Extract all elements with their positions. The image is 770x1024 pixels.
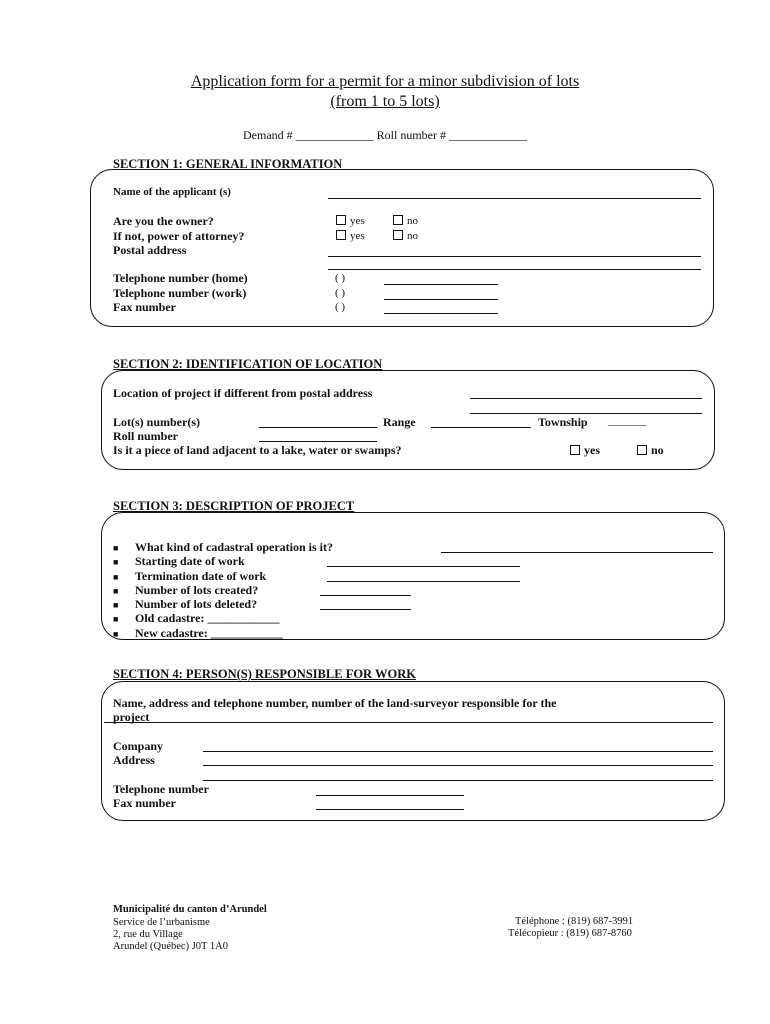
surveyor-intro-line2: project <box>113 710 150 724</box>
lake-label: Is it a piece of land adjacent to a lake, water or swamps? <box>113 443 402 457</box>
postal-field-2[interactable] <box>328 269 701 270</box>
footer-city: Arundel (Québec) J0T 1A0 <box>113 941 228 952</box>
start-date-field[interactable] <box>327 566 520 567</box>
township-label: Township <box>538 415 588 429</box>
fax-field[interactable] <box>384 313 498 314</box>
lake-yes[interactable] <box>570 443 600 458</box>
tel-work-label: Telephone number (work) <box>113 286 247 300</box>
bullet-icon: ■ <box>113 557 119 567</box>
tel-work-area[interactable]: ( ) <box>335 287 346 299</box>
address-field-2[interactable] <box>203 780 713 781</box>
footer-org: Municipalité du canton d’Arundel <box>113 904 267 915</box>
address-label: Address <box>113 753 155 767</box>
township-field[interactable]: _______ <box>608 415 647 427</box>
end-date-label: Termination date of work <box>135 569 267 583</box>
roll-label: Roll number # <box>373 128 449 142</box>
list-item <box>113 626 118 641</box>
cadastral-op-label: What kind of cadastral operation is it? <box>135 540 334 554</box>
list-item <box>113 554 118 569</box>
attorney-yes[interactable] <box>336 230 365 242</box>
range-label: Range <box>383 415 416 429</box>
footer-fax: Télécopieur : (819) 687-8760 <box>508 928 632 939</box>
checkbox-icon <box>570 445 580 455</box>
section2-heading: SECTION 2: IDENTIFICATION OF LOCATION <box>113 357 383 371</box>
section4-heading: SECTION 4: PERSON(S) RESPONSIBLE FOR WORK <box>113 667 416 681</box>
yes-text: yes <box>350 215 365 227</box>
address-field-1[interactable] <box>203 765 713 766</box>
start-date-label: Starting date of work <box>135 554 245 568</box>
footer-service: Service de l’urbanisme <box>113 917 210 928</box>
lot-label: Lot(s) number(s) <box>113 415 200 429</box>
checkbox-icon <box>393 230 403 240</box>
applicant-field[interactable] <box>328 198 701 199</box>
bullet-icon: ■ <box>113 572 119 582</box>
checkbox-icon <box>393 215 403 225</box>
old-cadastre-label: Old cadastre: ____________ <box>135 611 280 625</box>
bullet-icon: ■ <box>113 543 119 553</box>
postal-field-1[interactable] <box>328 256 701 257</box>
tel-home-field[interactable] <box>384 284 498 285</box>
owner-no[interactable] <box>393 215 418 227</box>
company-label: Company <box>113 739 164 753</box>
list-item <box>113 583 118 598</box>
bullet-icon: ■ <box>113 614 119 624</box>
footer-street: 2, rue du Village <box>113 929 183 940</box>
attorney-no[interactable] <box>393 230 418 242</box>
lots-created-field[interactable] <box>320 595 411 596</box>
checkbox-icon <box>637 445 647 455</box>
surveyor-intro-line1: Name, address and telephone number, number of the land-surveyor responsible for the <box>113 696 557 710</box>
list-item <box>113 569 118 584</box>
section1-heading: SECTION 1: GENERAL INFORMATION <box>113 157 343 171</box>
yes-text: yes <box>584 443 600 457</box>
surveyor-tel-field[interactable] <box>316 795 464 796</box>
surveyor-intro-field[interactable] <box>104 722 713 723</box>
checkbox-icon <box>336 230 346 240</box>
surveyor-fax-label: Fax number <box>113 796 176 810</box>
bullet-icon: ■ <box>113 629 119 639</box>
new-cadastre-label: New cadastre: ____________ <box>135 626 283 640</box>
company-field[interactable] <box>203 751 713 752</box>
range-field[interactable] <box>431 427 531 428</box>
location-field-2[interactable] <box>470 413 702 414</box>
cadastral-op-field[interactable] <box>441 552 713 553</box>
surveyor-fax-field[interactable] <box>316 809 464 810</box>
lot-field[interactable] <box>259 427 377 428</box>
form-title-line2: (from 1 to 5 lots) <box>330 93 440 110</box>
no-text: no <box>407 230 418 242</box>
lots-deleted-field[interactable] <box>320 609 411 610</box>
tel-work-field[interactable] <box>384 299 498 300</box>
postal-label: Postal address <box>113 243 187 257</box>
end-date-field[interactable] <box>327 581 520 582</box>
location-field-1[interactable] <box>470 398 702 399</box>
applicant-label: Name of the applicant (s) <box>113 186 231 198</box>
roll-field[interactable]: _____________ <box>448 128 527 142</box>
section3-heading: SECTION 3: DESCRIPTION OF PROJECT <box>113 499 355 513</box>
checkbox-icon <box>336 215 346 225</box>
footer-phone: Téléphone : (819) 687-3991 <box>515 916 634 927</box>
lake-no[interactable] <box>637 443 664 458</box>
surveyor-tel-label: Telephone number <box>113 782 209 796</box>
location-label: Location of project if different from postal address <box>113 386 373 400</box>
demand-field[interactable]: _____________ <box>295 128 374 142</box>
list-item <box>113 597 118 612</box>
tel-home-area[interactable]: ( ) <box>335 272 346 284</box>
fax-area[interactable]: ( ) <box>335 301 346 313</box>
yes-text: yes <box>350 230 365 242</box>
roll-number-label: Roll number <box>113 429 179 443</box>
bullet-icon: ■ <box>113 586 119 596</box>
tel-home-label: Telephone number (home) <box>113 271 248 285</box>
form-title-line1: Application form for a permit for a minor subdivision of lots <box>190 73 580 90</box>
owner-label: Are you the owner? <box>113 214 214 228</box>
demand-label: Demand # <box>243 128 296 142</box>
bullet-icon: ■ <box>113 600 119 610</box>
owner-yes[interactable] <box>336 215 365 227</box>
fax-label: Fax number <box>113 300 176 314</box>
attorney-label: If not, power of attorney? <box>113 229 245 243</box>
list-item <box>113 611 118 626</box>
lots-deleted-label: Number of lots deleted? <box>135 597 258 611</box>
roll-number-field[interactable] <box>259 441 377 442</box>
list-item <box>113 540 118 555</box>
no-text: no <box>651 443 664 457</box>
no-text: no <box>407 215 418 227</box>
demand-roll-line <box>0 128 770 143</box>
lots-created-label: Number of lots created? <box>135 583 259 597</box>
